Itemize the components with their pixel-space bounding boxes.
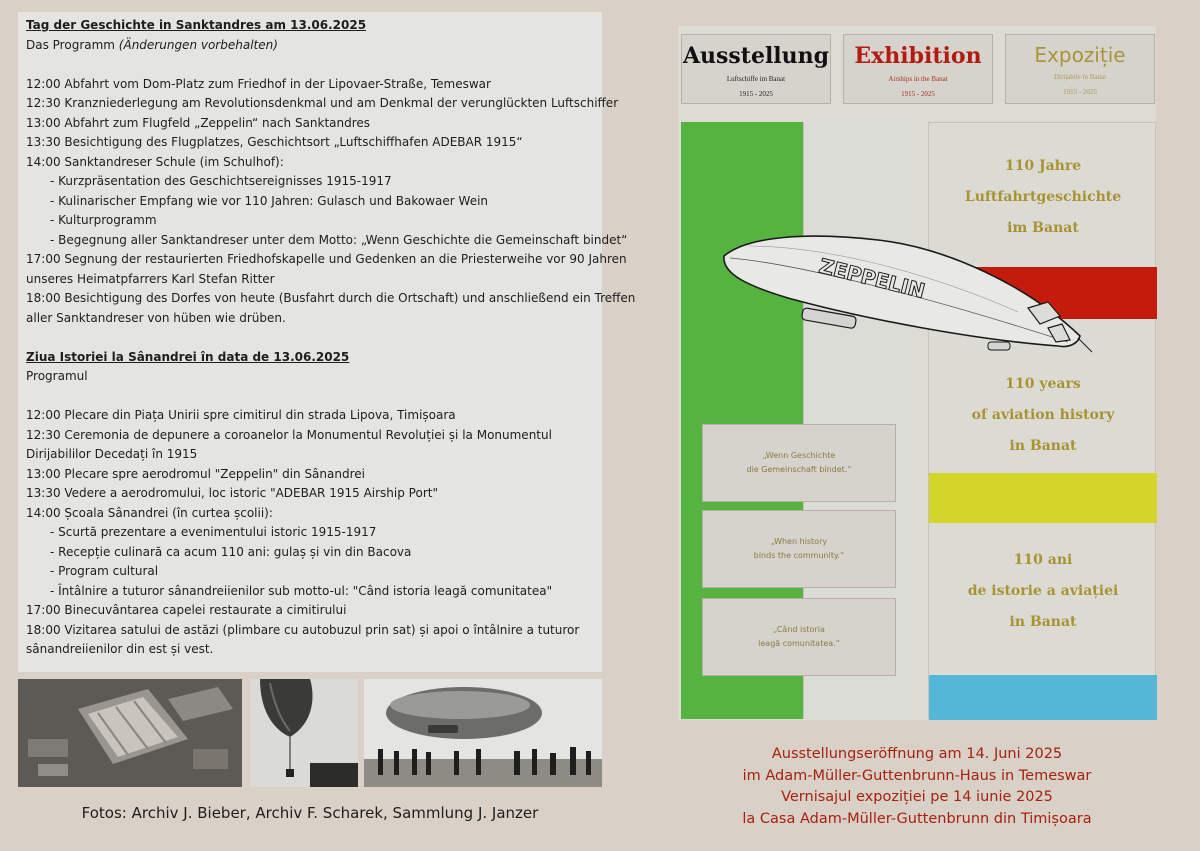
- opening-line: im Adam-Müller-Guttenbrunn-Haus in Temeswar: [742, 767, 1092, 784]
- motto-english-line: „When history: [770, 537, 828, 546]
- title-box-english: [843, 34, 993, 104]
- program-de-title: Tag der Geschichte in Sanktandres am 13.06.2025: [26, 18, 367, 32]
- motto-romanian-line: leagă comunitatea.“: [758, 639, 840, 648]
- program-ro-title: Ziua Istoriei la Sânandrei în data de 13.06.2025: [26, 349, 350, 364]
- heading-german-line: 110 Jahre: [1004, 158, 1082, 174]
- yellow-band: [929, 473, 1157, 523]
- zeppelin-illustration: [718, 228, 1098, 368]
- motto-box-german: [702, 424, 896, 502]
- program-de-item: 18:00 Besichtigung des Dorfes von heute (Busfahrt durch die Ortschaft) und anschließend ein Treffen: [26, 291, 636, 305]
- program-de-item: 13:30 Besichtigung des Flugplatzes, Geschichtsort „Luftschiffhafen ADEBAR 1915“: [26, 135, 523, 149]
- heading-romanian-line: in Banat: [1009, 614, 1077, 630]
- exhibition-brochure: [678, 26, 1156, 720]
- title-box-romanian: [1005, 34, 1155, 104]
- title-german-years: 1915 - 2025: [739, 90, 773, 98]
- motto-german-line: die Gemeinschaft bindet.“: [746, 465, 852, 474]
- heading-romanian-line: 110 ani: [1013, 552, 1073, 568]
- motto-box-english: [702, 510, 896, 588]
- heading-english-line: of aviation history: [971, 407, 1115, 423]
- motto-romanian-line: „Când istoria: [773, 625, 825, 634]
- program-ro-subtitle: Programul: [26, 369, 88, 383]
- motto-german-line: „Wenn Geschichte: [762, 451, 836, 460]
- program-de-school-item: - Begegnung aller Sanktandreser unter dem Motto: „Wenn Geschichte die Gemeinschaft bindet“: [50, 232, 628, 247]
- heading-german-line: Luftfahrtgeschichte: [964, 189, 1122, 205]
- program-ro-school-item: - Întâlnire a tuturor sânandreiienilor sub motto-ul: "Când istoria leagă comunitatea": [50, 583, 553, 598]
- program-ro-item: 13:30 Vedere a aerodromului, loc istoric "ADEBAR 1915 Airship Port": [26, 486, 438, 500]
- zeppelin-label: ZEPPELIN: [816, 253, 928, 303]
- motto-english-line: binds the community.“: [753, 551, 845, 560]
- heading-romanian-line: de istorie a aviației: [967, 583, 1119, 599]
- title-box-german: [681, 34, 831, 104]
- photo-credits: Fotos: Archiv J. Bieber, Archiv F. Scharek, Sammlung J. Janzer: [81, 804, 539, 822]
- title-romanian-sub: Dirijabile în Banat: [1053, 73, 1107, 81]
- program-ro-item: 12:00 Plecare din Piața Unirii spre cimitirul din strada Lipova, Timișoara: [26, 408, 456, 422]
- heading-english: [929, 369, 1157, 462]
- program-de-item: aller Sanktandreser von hüben wie drüben.: [26, 310, 286, 325]
- title-english-years: 1915 - 2025: [901, 90, 935, 98]
- heading-column: [928, 122, 1156, 719]
- program-de-item: 12:00 Abfahrt vom Dom-Platz zum Friedhof in der Lipovaer-Straße, Temeswar: [26, 76, 491, 91]
- program-de-item: 12:30 Kranzniederlegung am Revolutionsdenkmal und am Denkmal der verunglückten Luftschiffer: [26, 96, 619, 110]
- title-german: Ausstellung: [682, 43, 830, 69]
- opening-line: Ausstellungseröffnung am 14. Juni 2025: [771, 746, 1063, 762]
- opening-line: Vernisajul expoziției pe 14 iunie 2025: [781, 789, 1053, 805]
- program-de-subtitle-note: (Änderungen vorbehalten): [118, 37, 278, 52]
- program-ro-school-item: - Recepție culinară ca acum 110 ani: gulaș și vin din Bacova: [50, 544, 412, 559]
- program-de-subtitle-prefix: Das Programm: [26, 37, 119, 52]
- title-english-sub: Airships in the Banat: [888, 75, 948, 83]
- program-de-item: 14:00 Sanktandreser Schule (im Schulhof):: [26, 154, 284, 169]
- program-ro-item: 13:00 Plecare spre aerodromul "Zeppelin" din Sânandrei: [26, 466, 365, 481]
- title-english: Exhibition: [854, 43, 982, 69]
- program-ro-item: sânandreiienilor din est și vest.: [26, 642, 214, 656]
- heading-romanian: [929, 545, 1157, 638]
- title-german-sub: Luftschiffe im Banat: [726, 75, 786, 83]
- title-romanian: Expoziție: [1034, 43, 1126, 67]
- heading-english-line: 110 years: [1005, 376, 1081, 392]
- program-de-item: 13:00 Abfahrt zum Flugfeld „Zeppelin“ nach Sanktandres: [26, 115, 371, 130]
- program-de-school-item: - Kurzpräsentation des Geschichtsereignisses 1915-1917: [50, 174, 392, 188]
- program-de-school-item: - Kulturprogramm: [50, 213, 157, 227]
- program-de-item: 17:00 Segnung der restaurierten Friedhofskapelle und Gedenken an die Priesterweihe vor 90 Jahren: [26, 252, 627, 266]
- blue-band: [929, 675, 1157, 720]
- program-panel: [18, 12, 636, 672]
- program-de-item: unseres Heimatpfarrers Karl Stefan Ritter: [26, 271, 275, 286]
- airship-field-photo: [364, 679, 602, 787]
- heading-german-line: im Banat: [1007, 220, 1079, 236]
- motto-box-romanian: [702, 598, 896, 676]
- program-ro-item: Dirijabililor Decedați în 1915: [26, 447, 198, 461]
- hangar-aerial-photo: [18, 679, 242, 787]
- heading-english-line: in Banat: [1009, 438, 1077, 454]
- opening-line: la Casa Adam-Müller-Guttenbrunn din Timișoara: [742, 810, 1092, 827]
- title-romanian-years: 1915 - 2025: [1063, 88, 1097, 96]
- photo-strip: [18, 679, 602, 787]
- program-ro-school-item: - Scurtă prezentare a evenimentului istoric 1915-1917: [50, 525, 377, 539]
- program-ro-item: 14:00 Școala Sânandrei (în curtea școlii):: [26, 505, 273, 520]
- program-de-school-item: - Kulinarischer Empfang wie vor 110 Jahren: Gulasch und Bakowaer Wein: [50, 193, 489, 208]
- program-ro-item: 12:30 Ceremonia de depunere a coroanelor la Monumentul Revoluției și la Monumentul: [26, 427, 552, 442]
- program-ro-item: 18:00 Vizitarea satului de astăzi (plimbare cu autobuzul prin sat) și apoi o întâlnire a tuturor: [26, 622, 580, 637]
- program-ro-school-item: - Program cultural: [50, 564, 159, 578]
- program-ro-item: 17:00 Binecuvântarea capelei restaurate a cimitirului: [26, 603, 347, 617]
- program-de-subtitle: [26, 36, 594, 56]
- balloon-photo: [250, 679, 358, 787]
- opening-announcement: [678, 744, 1156, 830]
